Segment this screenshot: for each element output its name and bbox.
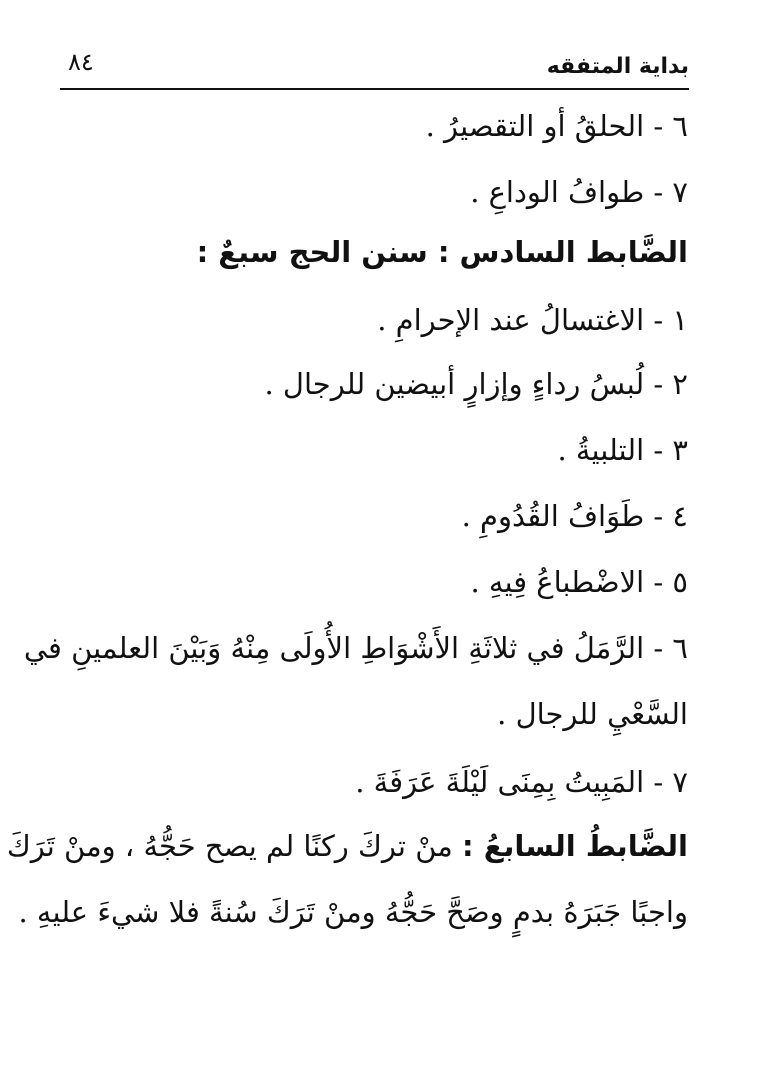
text-line-9: ٦ - الرَّمَلُ في ثلاثَةِ الأَشْوَاطِ الأُولَى مِنْهُ وَبَيْنَ العلمينِ في (23, 631, 688, 665)
section-paragraph-7-text: منْ تركَ ركنًا لم يصح حَجُّهُ ، ومنْ تَرَكَ (6, 829, 463, 863)
text-line-11: ٧ - المَبِيتُ بِمِنَى لَيْلَةَ عَرَفَةَ . (355, 765, 688, 799)
text-line-2: ٧ - طوافُ الوداعِ . (470, 175, 688, 209)
text-line-8: ٥ - الاضْطباعُ فِيهِ . (470, 565, 688, 599)
section-heading-7: الضَّابطُ السابعُ : (462, 829, 688, 863)
text-line-1: ٦ - الحلقُ أو التقصيرُ . (425, 109, 688, 143)
text-line-4: ١ - الاغتسالُ عند الإحرامِ . (377, 303, 688, 337)
text-line-6: ٣ - التلبيةُ . (557, 433, 688, 467)
page-header (60, 48, 689, 90)
header-rule (60, 88, 689, 90)
text-line-7: ٤ - طَوَافُ القُدُومِ . (461, 499, 688, 533)
section-heading-6: الضَّابط السادس : سنن الحج سبعٌ : (196, 235, 688, 269)
page-number: ٨٤ (68, 48, 94, 76)
text-line-5: ٢ - لُبسُ رداءٍ وإزارٍ أبيضين للرجال . (264, 367, 688, 401)
text-line-13: واجبًا جَبَرَهُ بدمٍ وصَحَّ حَجُّهُ ومنْ تَرَكَ سُنةً فلا شيءَ عليهِ . (18, 895, 688, 929)
text-line-10: السَّعْيِ للرجال . (497, 697, 688, 731)
book-title: بداية المتفقه (546, 54, 689, 79)
section-paragraph-7 (6, 826, 688, 866)
